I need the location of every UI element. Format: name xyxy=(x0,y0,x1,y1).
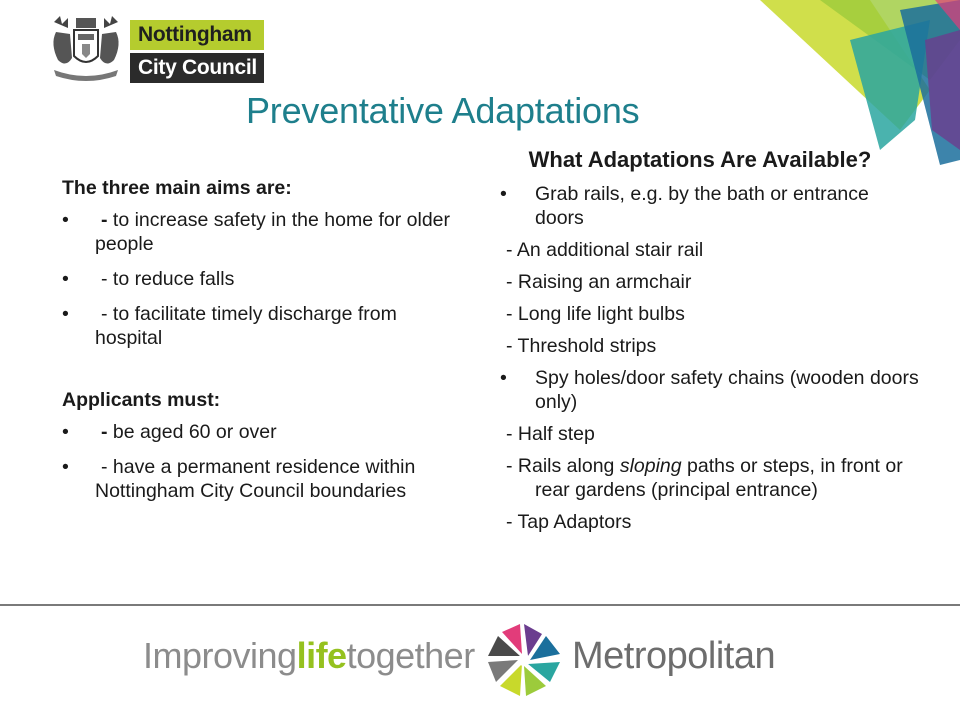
adaptation-bullet xyxy=(500,366,920,414)
adaptation-dash-item: - Long life light bulbs xyxy=(506,303,685,325)
improving-life-together-slogan: Improvinglifetogether xyxy=(143,635,475,676)
logo-line-city-council: City Council xyxy=(130,53,264,83)
adaptation-text: Grab rails, e.g. by the bath or entrance doors xyxy=(535,183,869,229)
metropolitan-logo-icon xyxy=(484,620,564,700)
adaptation-bullet xyxy=(500,182,920,230)
requirement-item: • - have a permanent residence within Nottingham City Council boundaries xyxy=(62,456,416,502)
page-title: Preventative Adaptations xyxy=(246,90,640,131)
adaptation-dash-item: - Rails along sloping paths or steps, in front or rear gardens (principal entrance) xyxy=(506,455,903,501)
aim-item: • - to facilitate timely discharge from hospital xyxy=(62,303,397,349)
nottingham-city-council-logo xyxy=(130,20,264,84)
adaptation-dash-item: - Raising an armchair xyxy=(506,271,692,293)
logo-line-nottingham: Nottingham xyxy=(130,20,264,50)
footer-divider xyxy=(0,604,960,606)
council-crest-icon xyxy=(46,14,126,86)
adaptations-section xyxy=(500,146,920,542)
bullet-icon: • xyxy=(62,421,69,443)
bullet-icon: • xyxy=(62,456,69,478)
aim-text: to reduce falls xyxy=(112,268,235,290)
aim-item: • - to reduce falls xyxy=(62,268,235,290)
adaptations-heading: What Adaptations Are Available? xyxy=(528,147,872,172)
bullet-icon: • xyxy=(62,303,69,325)
bullet-icon: • xyxy=(62,209,69,231)
adaptation-dash-item: - Half step xyxy=(506,423,595,445)
decorative-ribbon-graphic xyxy=(700,0,960,170)
adaptation-text: Spy holes/door safety chains (wooden doors only) xyxy=(535,367,919,413)
adaptation-dash-item: - Threshold strips xyxy=(506,335,657,357)
requirement-item: • - be aged 60 or over xyxy=(62,421,277,443)
requirement-text: have a permanent residence within Nottingham City Council boundaries xyxy=(95,456,416,502)
aim-text: to increase safety in the home for older people xyxy=(95,209,451,255)
metropolitan-wordmark: Metropolitan xyxy=(572,635,776,677)
aims-heading: The three main aims are: xyxy=(62,177,292,199)
adaptation-dash-item: - Tap Adaptors xyxy=(506,511,632,533)
bullet-icon: • xyxy=(62,268,69,290)
bullet-icon: • xyxy=(500,183,507,205)
bullet-icon: • xyxy=(500,367,507,389)
eligibility-section xyxy=(62,176,452,514)
requirement-text: be aged 60 or over xyxy=(112,421,277,443)
aim-item: • - to increase safety in the home for older people xyxy=(62,209,451,255)
applicants-heading: Applicants must: xyxy=(62,389,221,411)
adaptation-dash-item: - An additional stair rail xyxy=(506,239,704,261)
aim-text: to facilitate timely discharge from hospital xyxy=(95,303,397,349)
